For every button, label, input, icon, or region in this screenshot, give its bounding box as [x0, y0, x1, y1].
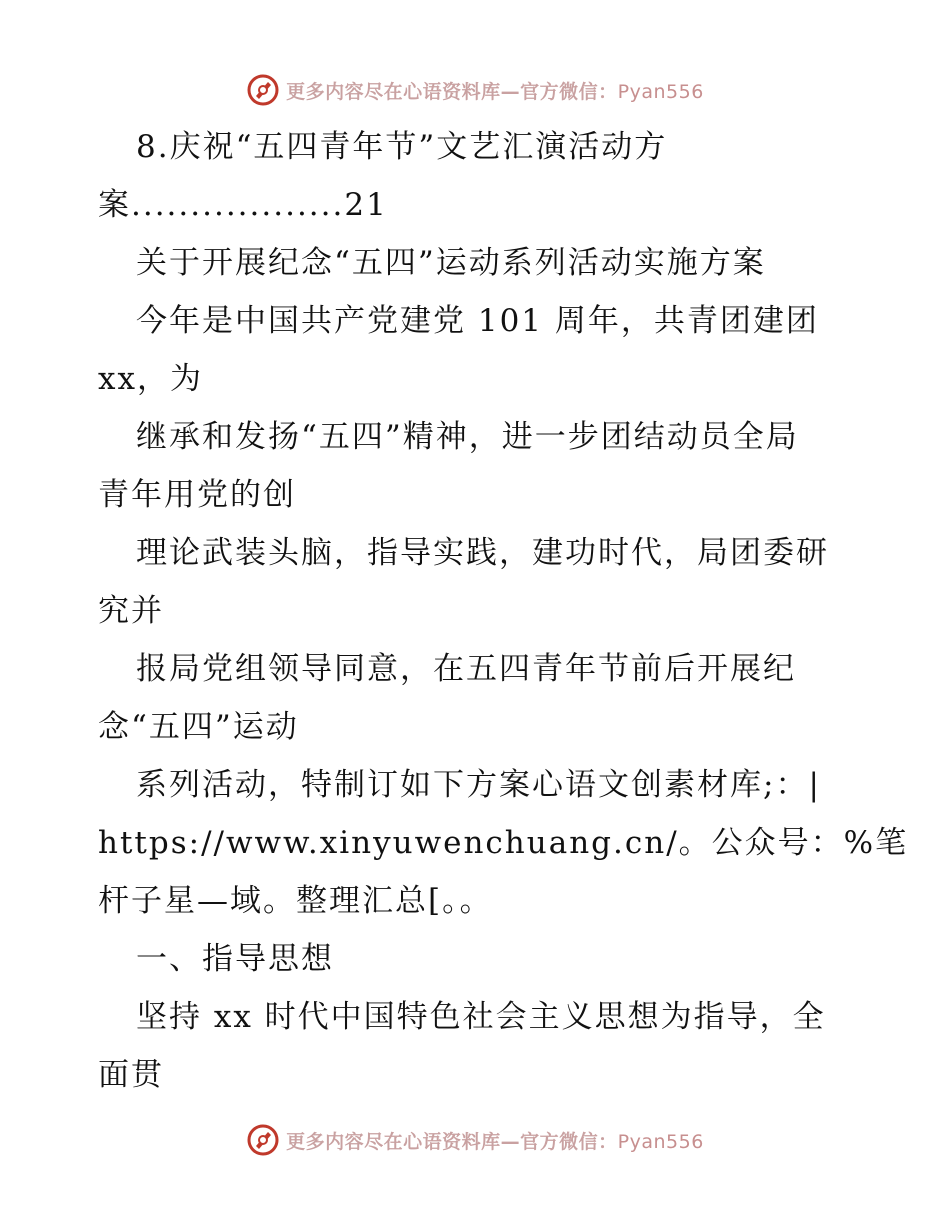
doc-line: 案..................21 — [98, 187, 388, 223]
doc-line: 坚持 xx 时代中国特色社会主义思想为指导，全 — [136, 999, 826, 1035]
doc-line-url: https://www.xinyuwenchuang.cn/。公众号：%笔 — [98, 825, 909, 861]
doc-line: 青年用党的创 — [98, 477, 296, 513]
doc-line: 报局党组领导同意，在五四青年节前后开展纪 — [136, 651, 796, 687]
banner-wechat-id: Pyan556 — [617, 80, 704, 103]
brand-logo-icon — [246, 73, 280, 107]
doc-line: xx，为 — [98, 361, 203, 397]
doc-line: 究并 — [98, 593, 164, 629]
banner-text — [286, 1127, 704, 1154]
doc-line: 系列活动，特制订如下方案心语文创素材库;：| — [136, 767, 821, 803]
doc-title: 关于开展纪念“五四”运动系列活动实施方案 — [136, 245, 766, 281]
doc-line: 今年是中国共产党建党 101 周年，共青团建团 — [136, 303, 819, 339]
doc-line: 念“五四”运动 — [98, 709, 299, 745]
document-body — [98, 118, 909, 1104]
doc-line: 8.庆祝“五四青年节”文艺汇演活动方 — [136, 129, 668, 165]
doc-line: 杆子星—域。整理汇总[。。 — [98, 883, 493, 919]
header-banner — [0, 70, 950, 110]
brand-logo-icon — [246, 1123, 280, 1157]
banner-wechat-id: Pyan556 — [617, 1130, 704, 1153]
doc-line: 继承和发扬“五四”精神，进一步团结动员全局 — [136, 419, 799, 455]
section-heading: 一、指导思想 — [136, 941, 334, 977]
footer-banner — [0, 1120, 950, 1160]
banner-text — [286, 77, 704, 104]
doc-line: 面贯 — [98, 1057, 164, 1093]
banner-slogan: 更多内容尽在心语资料库—官方微信： — [286, 80, 618, 103]
banner-slogan: 更多内容尽在心语资料库—官方微信： — [286, 1130, 618, 1153]
doc-line: 理论武装头脑，指导实践，建功时代，局团委研 — [136, 535, 829, 571]
